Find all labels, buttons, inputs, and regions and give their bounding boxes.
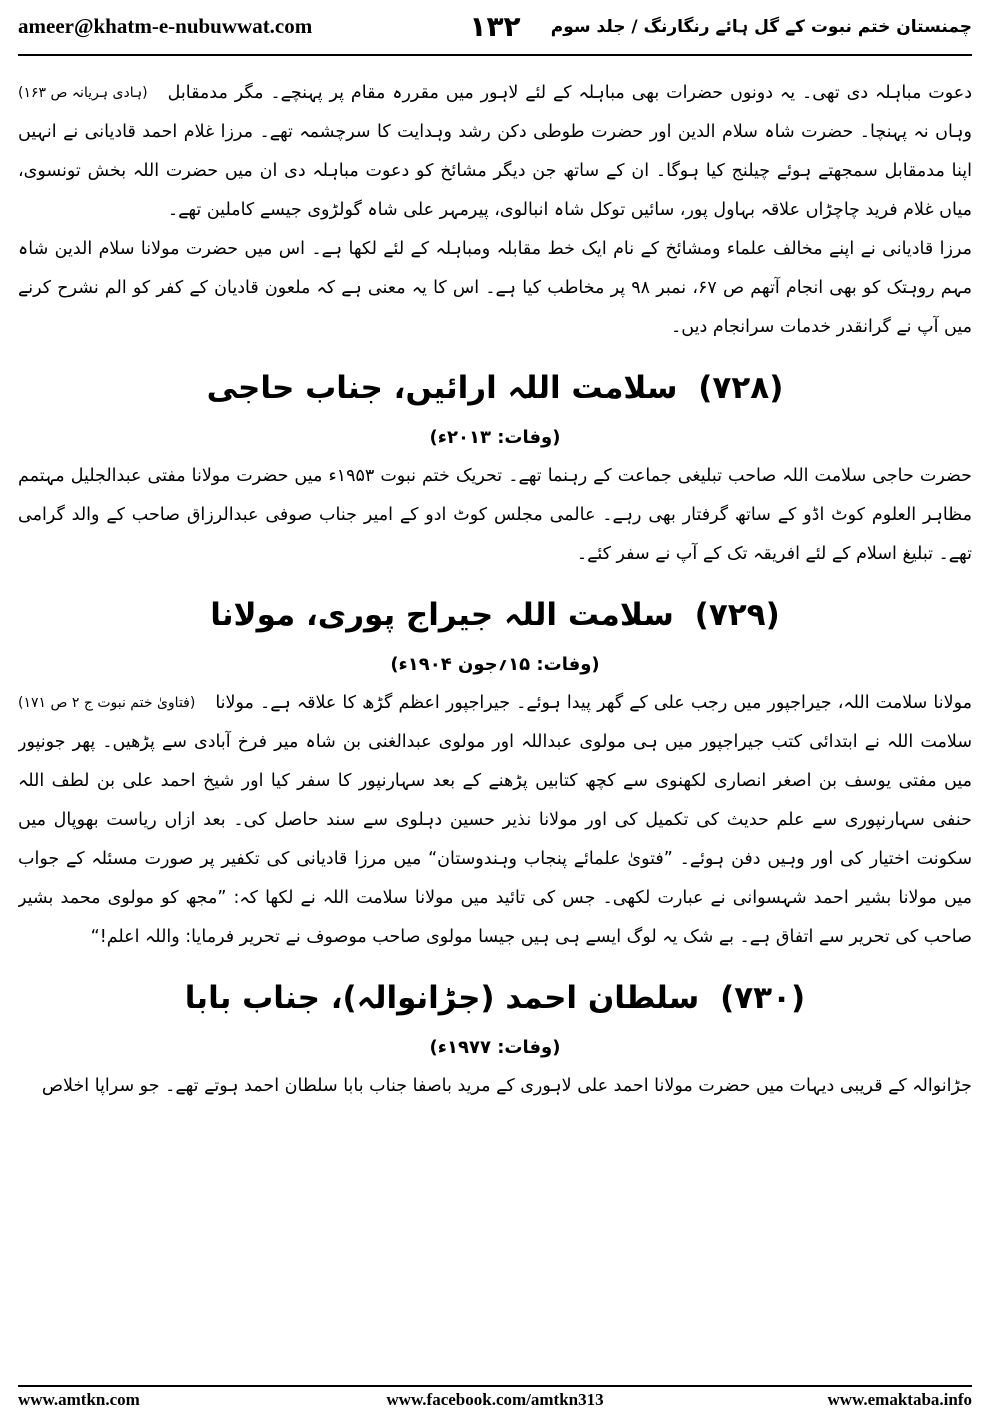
page-number: ۱۳۲ — [469, 10, 521, 43]
page-footer — [18, 1390, 972, 1416]
section-number: (۷۳۰) — [720, 980, 806, 1016]
book-title: چمنستان ختم نبوت کے گل ہائے رنگارنگ / جلد سوم — [550, 17, 972, 37]
section-heading — [18, 973, 972, 1023]
footer-link-amtkn[interactable]: www.amtkn.com — [18, 1390, 140, 1409]
page-content — [18, 74, 972, 1376]
section-text — [18, 684, 972, 957]
intro-paragraph-1 — [18, 74, 972, 230]
section-heading — [18, 363, 972, 413]
footer-link-emaktaba[interactable]: www.emaktaba.info — [827, 1390, 972, 1409]
section-number: (۷۲۹) — [694, 597, 780, 633]
section-text: جڑانوالہ کے قریبی دیہات میں حضرت مولانا احمد علی لاہوری کے مرید باصفا جناب بابا سلطان احمد ہوتے تھے۔ جو سراپا اخلاص — [41, 1076, 972, 1096]
section-date: (وفات: ۱۹۷۷ء) — [429, 1037, 561, 1058]
header-divider — [18, 54, 972, 56]
page-header — [18, 10, 972, 50]
paragraph-text: مولانا سلامت اللہ، جیراجپور میں رجب علی کے گھر پیدا ہوئے۔ جیراجپور اعظم گڑھ کا علاقہ ہے۔ مولانا سلامت اللہ نے ابتدائی کتب جیراجپور میں ہی مولوی عبداللہ اور مولوی عبدالغنی بن شاہ میر فرخ آبادی سے پڑھیں۔ پھر جونپور میں مفتی یوسف بن اصغر انصاری لکھنوی سے کچھ کتابیں پڑھنے کے بعد سہارنپور کا سفر کیا اور شیخ احمد علی بن لطف اللہ حنفی سہارنپوری سے علم حدیث کی تکمیل کی اور مولانا نذیر حسین دہلوی سے سند حاصل کی۔ بعد ازاں ریاست بھوپال میں سکونت اختیار کی اور وہیں دفن ہوئے۔ ”فتویٰ علمائے پنجاب وہندوستان“ میں مرزا قادیانی کی تکفیر پر صورت مسئلہ کے جواب میں مولانا بشیر احمد شہسوانی نے عبارت لکھی۔ جس کی تائید میں مولانا سلامت اللہ نے لکھا کہ: ”مجھ کو مولوی محمد بشیر صاحب کی تحریر سے اتفاق ہے۔ بے شک یہ لوگ ایسے ہی ہیں جیسا مولوی صاحب موصوف نے تحریر فرمایا: واللہ اعلم!“ — [18, 693, 972, 947]
section-title: سلطان احمد (جڑانوالہ)، جناب بابا — [184, 980, 700, 1016]
reference: (ہادی ہریانہ ص ۱۶۳) — [18, 85, 148, 101]
paragraph-text: دعوت مباہلہ دی تھی۔ یہ دونوں حضرات بھی مباہلہ کے لئے لاہور میں مقررہ مقام پر پہنچے۔ مگر مدمقابل وہاں نہ پہنچا۔ حضرت شاہ سلام الدین اور حضرت طوطی دکن رشد وہدایت کا سرچشمہ تھے۔ مرزا غلام احمد قادیانی نے انہیں اپنا مدمقابل سمجھتے ہوئے چیلنج کیا ہوگا۔ ان کے ساتھ جن دیگر مشائخ کو دعوت مباہلہ دی ان میں حضرت اللہ بخش تونسوی، میاں غلام فرید چاچڑاں علاقہ بہاول پور، سائیں توکل شاہ انبالوی، پیرمہر علی شاہ گولڑوی جیسے کاملین تھے۔ — [18, 83, 972, 220]
section-number: (۷۲۸) — [698, 370, 784, 406]
section-heading — [18, 590, 972, 640]
intro-paragraph-2: مرزا قادیانی نے اپنے مخالف علماء ومشائخ کے نام ایک خط مقابلہ ومباہلہ کے لئے لکھا ہے۔ اس میں حضرت مولانا سلام الدین شاہ مہم روہتک کو بھی انجام آتھم ص ۶۷، نمبر ۹۸ پر مخاطب کیا ہے۔ اس کا یہ معنی ہے کہ ملعون قادیان کے کفر کو الم نشرح کرنے میں آپ نے گرانقدر خدمات سرانجام دیں۔ — [18, 239, 972, 337]
reference: (فتاویٰ ختم نبوت ج ۲ ص ۱۷۱) — [18, 695, 196, 711]
footer-link-facebook[interactable]: www.facebook.com/amtkn313 — [386, 1390, 604, 1409]
section-title: سلامت اللہ ارائیں، جناب حاجی — [206, 370, 678, 406]
footer-divider — [18, 1385, 972, 1387]
header-email: ameer@khatm-e-nubuwwat.com — [18, 14, 313, 38]
section-date: (وفات: ۲۰۱۳ء) — [429, 427, 561, 448]
section-date: (وفات: ۱۵؍جون ۱۹۰۴ء) — [390, 654, 600, 675]
section-title: سلامت اللہ جیراج پوری، مولانا — [210, 597, 674, 633]
section-text: حضرت حاجی سلامت اللہ صاحب تبلیغی جماعت کے رہنما تھے۔ تحریک ختم نبوت ۱۹۵۳ء میں حضرت مولانا مفتی عبدالجلیل مہتمم مظاہر العلوم کوٹ اڈو کے ساتھ گرفتار بھی رہے۔ عالمی مجلس کوٹ ادو کے امیر جناب صوفی عبدالرزاق صاحب کے والد گرامی تھے۔ تبلیغ اسلام کے لئے افریقہ تک کے آپ نے سفر کئے۔ — [18, 466, 972, 564]
